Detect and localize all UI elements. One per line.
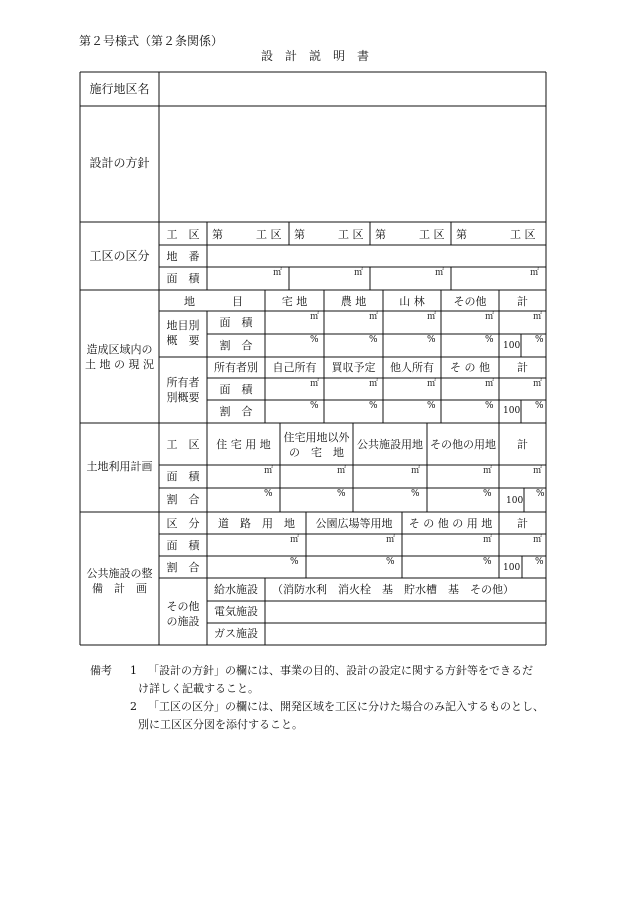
pf-water-label: 給水施設 [214,583,258,596]
pf-other-1: その他 [166,600,200,613]
pf-total-ratio: 100 [503,563,521,573]
pf-unit-a3: ㎡ [483,535,493,545]
ls-owner-h1: 自己所有 [272,361,317,374]
remarks-line-2a: 「工区の区分」の欄には、開発区域を工区に分けた場合のみ記入するものとし、 [148,700,544,713]
pf-unit-a2: ㎡ [386,535,396,545]
ls-unit-r1: % [310,335,319,345]
ls-unit-s4: % [485,401,494,411]
pf-unit-r4: % [535,557,544,567]
pf-unit-r2: % [386,557,395,567]
pf-h-road: 道 路 用 地 [218,517,295,530]
lu-ratio-label: 割 合 [166,493,200,506]
ls-unit-b1: ㎡ [310,379,320,389]
ls-unit-s1: % [310,401,319,411]
ls-unit-a2: ㎡ [369,312,379,322]
wz-h4a: 第 [456,228,467,241]
lu-unit-r3: % [411,489,420,499]
wz-label-area: 面 積 [166,272,200,285]
lu-unit-a3: ㎡ [411,466,421,476]
lu-h-zone: 工 区 [166,438,200,451]
public-facility-label-2: 備 計 画 [92,582,147,595]
ls-unit-r2: % [369,335,378,345]
land-use-plan-label: 土地利用計画 [86,460,153,473]
ls-unit-b3: ㎡ [427,379,437,389]
ls-unit-r4: % [485,335,494,345]
lu-total-ratio: 100 [506,496,524,506]
wz-label-lot: 地 番 [166,250,200,263]
wz-h1a: 第 [212,228,223,241]
ls-unit-b4: ㎡ [485,379,495,389]
ls-owner-h3: 他人所有 [390,361,434,374]
design-policy-field[interactable] [160,107,545,221]
ls-owner-h2: 買収予定 [331,361,376,374]
ls-unit-a4: ㎡ [485,312,495,322]
ls-total-ratio-1: 100 [503,341,521,351]
land-status-label-2: 土 地 の 現 況 [85,358,154,371]
lu-unit-a1: ㎡ [264,466,274,476]
lu-unit-a5: ㎡ [533,466,543,476]
lu-unit-a4: ㎡ [483,466,493,476]
land-status-label-1: 造成区域内の [86,343,153,356]
site-name-label: 施行地区名 [89,82,150,96]
ls-unit-s3: % [427,401,436,411]
remarks-num-1: 1 [130,664,137,677]
pf-ratio-label: 割 合 [166,561,200,574]
ls-unit-r5: % [535,335,544,345]
wz-h2b: 工 区 [338,228,364,241]
ls-owner-h0: 所有者別 [214,361,258,374]
wz-unit-2: ㎡ [354,268,364,278]
ls-unit-b5: ㎡ [533,379,543,389]
wz-h2a: 第 [294,228,305,241]
ls-h-residential: 宅 地 [281,295,308,308]
lu-h-residential: 住 宅 用 地 [216,438,271,451]
public-facility-label-1: 公共施設の整 [86,567,153,580]
ls-unit-s5: % [535,401,544,411]
ls-h-other: その他 [453,295,487,308]
wz-label-zone: 工 区 [166,228,200,241]
ls-area-label-2: 面 積 [219,383,253,396]
ls-unit-a1: ㎡ [310,312,320,322]
lu-h-public: 公共施設用地 [357,438,423,451]
ls-unit-b2: ㎡ [369,379,379,389]
wz-h1b: 工 区 [256,228,282,241]
pf-h-total: 計 [517,517,528,530]
ls-owner-h5: 計 [517,361,528,374]
lu-unit-r1: % [264,489,273,499]
lu-h-other: その他の用地 [430,438,496,451]
ls-h-farm: 農 地 [340,295,367,308]
lu-unit-r2: % [337,489,346,499]
pf-h-kubun: 区 分 [166,517,200,530]
remarks-line-1a: 「設計の方針」の欄には、事業の目的、設計の設定に関する方針等をできるだ [148,664,533,677]
lu-h-nonres-2: の 宅 地 [289,446,344,459]
ls-unit-s2: % [369,401,378,411]
ls-area-label-1: 面 積 [219,316,253,329]
ls-unit-a5: ㎡ [533,312,543,322]
lu-h-nonres-1: 住宅用地以外 [283,431,350,444]
pf-unit-a1: ㎡ [290,535,300,545]
pf-electric-label: 電気施設 [214,605,258,618]
pf-h-other: そ の 他 の 用 地 [408,517,493,530]
pf-other-2: の施設 [166,615,200,628]
document-title: 設 計 説 明 書 [260,49,369,63]
remarks-heading: 備考 [90,664,112,677]
form-number: 第２号様式（第２条関係） [79,34,224,48]
wz-unit-3: ㎡ [435,268,445,278]
pf-water-note: （消防水利 消火栓 基 貯水槽 基 その他） [272,583,514,596]
lu-area-label: 面 積 [166,470,200,483]
ls-h-total: 計 [517,295,528,308]
wz-unit-1: ㎡ [273,268,283,278]
site-name-field[interactable] [160,73,545,105]
lu-unit-r4: % [483,489,492,499]
ls-h-chi: 地 [184,295,195,308]
pf-unit-r1: % [290,557,299,567]
wz-h3b: 工 区 [419,228,445,241]
ls-owner-h4: そ の 他 [450,361,490,374]
wz-h3a: 第 [375,228,386,241]
pf-area-label: 面 積 [166,539,200,552]
ls-unit-a3: ㎡ [427,312,437,322]
lu-h-total: 計 [517,438,528,451]
pf-gas-label: ガス施設 [214,627,258,640]
ls-chimoku-1: 地目別 [166,319,200,332]
lu-unit-r5: % [536,489,545,499]
ls-h-moku: 目 [232,295,243,308]
remarks-line-1b: け詳しく記載すること。 [138,682,259,695]
remarks-line-2b: 別に工区区分図を添付すること。 [138,718,303,731]
pf-h-park: 公園広場等用地 [315,517,393,530]
ls-h-forest: 山 林 [399,295,425,308]
ls-owner-1: 所有者 [166,376,200,389]
ls-chimoku-2: 概 要 [166,334,200,347]
wz-unit-4: ㎡ [530,268,540,278]
pf-unit-a4: ㎡ [533,535,543,545]
work-zone-label: 工区の区分 [89,249,150,263]
pf-unit-r3: % [483,557,492,567]
ls-ratio-label-2: 割 合 [219,405,253,418]
design-policy-label: 設計の方針 [89,156,150,170]
ls-total-ratio-2: 100 [503,406,521,416]
ls-owner-2: 別概要 [166,391,200,404]
lu-unit-a2: ㎡ [337,466,347,476]
ls-unit-r3: % [427,335,436,345]
remarks-num-2: 2 [130,700,137,713]
ls-ratio-label-1: 割 合 [219,339,253,352]
wz-h4b: 工 区 [510,228,536,241]
